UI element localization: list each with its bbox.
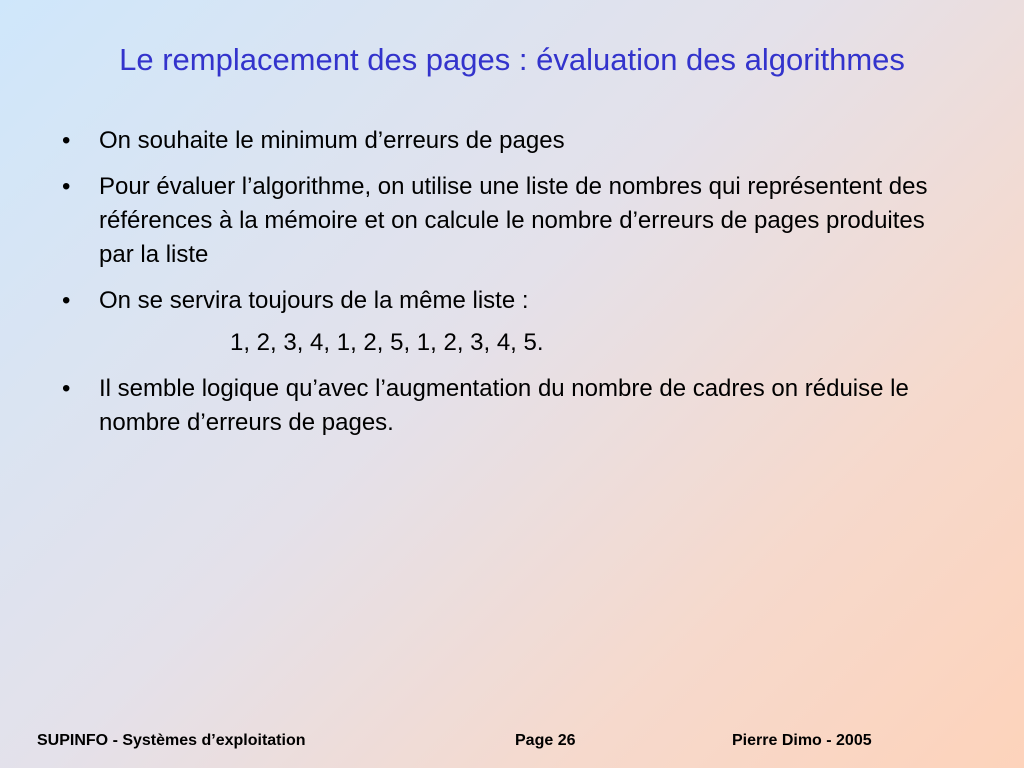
bullet-item (62, 284, 962, 318)
footer-page-number: Page 26 (515, 732, 576, 749)
bullet-text: Il semble logique qu’avec l’augmentation du nombre de cadres on réduise le nombre d’erreurs de pages. (99, 375, 909, 436)
bullet-marker: • (62, 375, 71, 402)
footer-author: Pierre Dimo - 2005 (732, 732, 872, 749)
reference-sequence: 1, 2, 3, 4, 1, 2, 5, 1, 2, 3, 4, 5. (230, 329, 544, 356)
bullet-text: On se servira toujours de la même liste : (99, 287, 529, 314)
bullet-item (62, 124, 962, 158)
slide-title: Le remplacement des pages : évaluation des algorithmes (119, 42, 905, 77)
bullet-list (62, 124, 962, 452)
bullet-text: On souhaite le minimum d’erreurs de pages (99, 127, 565, 154)
bullet-marker: • (62, 127, 71, 154)
bullet-text: Pour évaluer l’algorithme, on utilise une liste de nombres qui représentent des références à la mémoire et on calcule le nombre d’erreurs de pages produites par la liste (99, 173, 928, 268)
bullet-marker: • (62, 287, 71, 314)
footer-course: SUPINFO - Systèmes d’exploitation (37, 732, 306, 749)
bullet-item (62, 372, 962, 440)
bullet-marker: • (62, 173, 71, 200)
bullet-item (62, 170, 962, 272)
